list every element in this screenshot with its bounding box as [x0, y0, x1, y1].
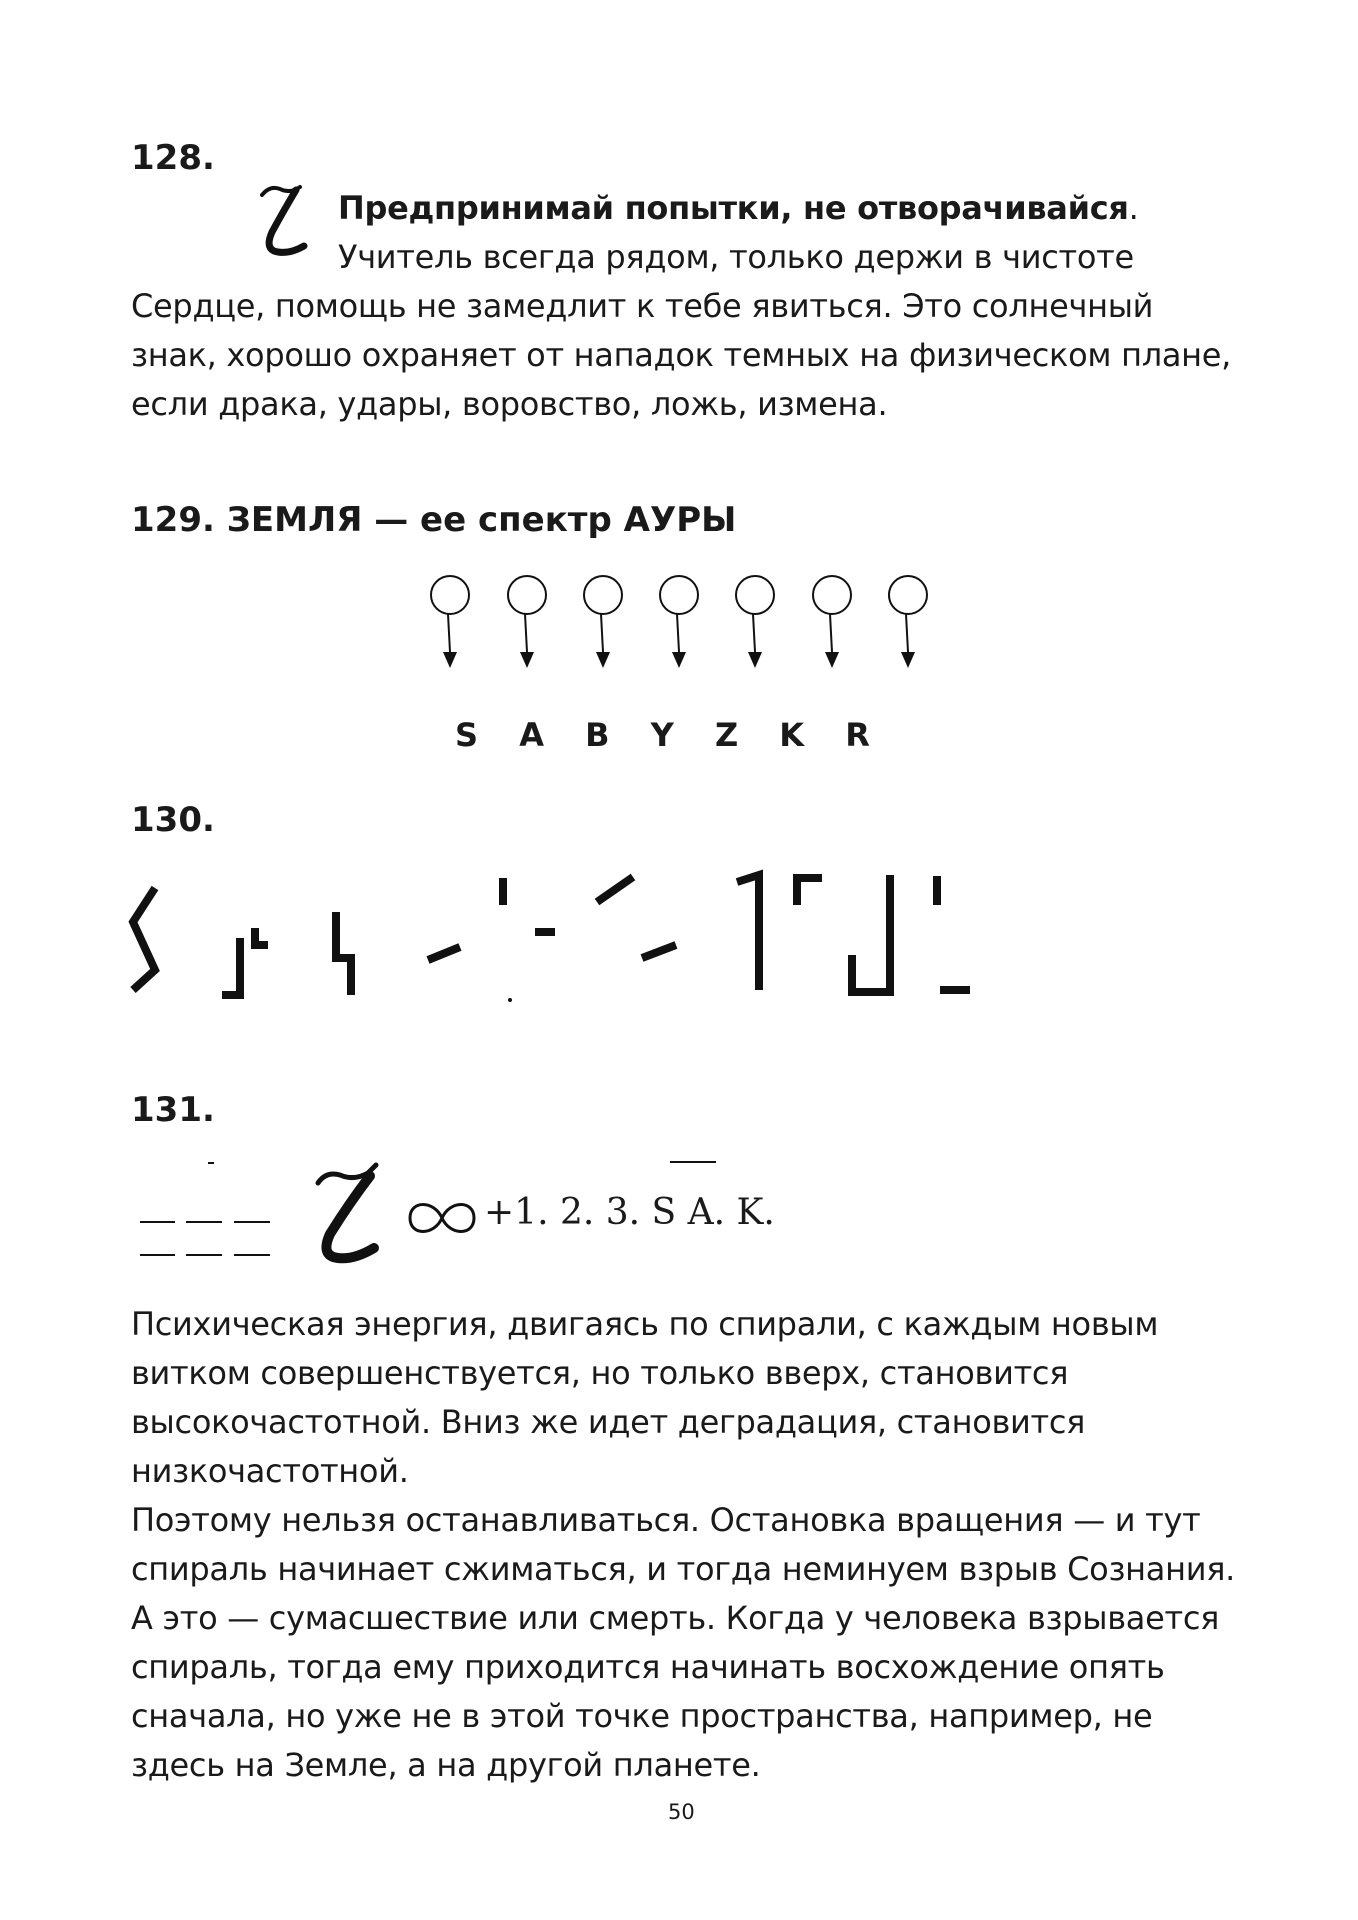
aura-circle-5 [736, 576, 774, 614]
infinity-icon [410, 1205, 474, 1232]
down-arrow-icon [901, 652, 915, 668]
section-128-line-1: Учитель всегда рядом, только держи в чистоте [338, 238, 1134, 276]
down-arrow-icon [520, 652, 534, 668]
aura-arrow-line-2 [525, 614, 527, 652]
seven-circles-with-down-arrows [431, 576, 927, 668]
down-arrow-icon [748, 652, 762, 668]
aura-arrow-line-3 [601, 614, 603, 652]
section-128-line-3: знак, хорошо охраняет от нападок темных на физическом плане, [131, 336, 1232, 374]
section-number-131: 131. [131, 1090, 215, 1130]
section-number-128: 128. [131, 138, 215, 178]
section-131-formula: +1. 2. 3. S A. K. [484, 1192, 775, 1233]
section-129-title [131, 500, 736, 540]
aura-circle-6 [813, 576, 851, 614]
row-of-angular-line-glyphs [133, 875, 970, 1002]
section-131-line-1: Психическая энергия, двигаясь по спирали, с каждым новым [131, 1305, 1159, 1343]
section-131-line-3: высокочастотной. Вниз же идет деградация, становится [131, 1403, 1086, 1441]
aura-arrow-line-1 [448, 614, 450, 652]
section-128-heading-bold: Предпринимай попытки, не отворачивайся [338, 189, 1129, 227]
down-arrow-icon [825, 652, 839, 668]
section-131-line-4: низкочастотной. [131, 1452, 409, 1490]
aura-circle-2 [508, 576, 546, 614]
aura-arrow-line-5 [753, 614, 755, 652]
down-arrow-icon [443, 652, 457, 668]
section-number-130: 130. [131, 800, 215, 840]
stylized-z-glyph [262, 187, 304, 252]
section-131-line-6: спираль начинает сжиматься, и тогда неминуем взрыв Сознания. [131, 1550, 1236, 1588]
section-131-line-7: А это — сумасшествие или смерть. Когда у человека взрывается [131, 1599, 1220, 1637]
section-131-line-8: спираль, тогда ему приходится начинать восхождение опять [131, 1648, 1165, 1686]
section-128-line-4: если драка, удары, воровство, ложь, измена. [131, 385, 888, 423]
aura-arrow-line-7 [906, 614, 908, 652]
aura-circle-3 [584, 576, 622, 614]
section-number-129: 129. [131, 500, 215, 540]
section-128-heading-tail: . [1128, 189, 1139, 227]
stylized-z-glyph-large [318, 1165, 376, 1258]
page-number: 50 [668, 1800, 695, 1824]
aura-circle-7 [889, 576, 927, 614]
aura-letters: S A B Y Z K R [455, 716, 885, 754]
aura-arrow-line-6 [830, 614, 832, 652]
down-arrow-icon [672, 652, 686, 668]
section-128-heading [338, 184, 1139, 233]
aura-circle-1 [431, 576, 469, 614]
section-131-line-10: здесь на Земле, а на другой планете. [131, 1746, 761, 1784]
aura-arrow-line-4 [677, 614, 679, 652]
down-arrow-icon [596, 652, 610, 668]
section-131-line-9: сначала, но уже не в этой точке пространства, например, не [131, 1697, 1153, 1735]
section-128-line-2: Сердце, помощь не замедлит к тебе явиться. Это солнечный [131, 287, 1154, 325]
section-131-line-2: витком совершенствуется, но только вверх, становится [131, 1354, 1069, 1392]
section-129-title-text: ЗЕМЛЯ — ее спектр АУРЫ [226, 500, 737, 540]
aura-circle-4 [660, 576, 698, 614]
section-131-line-5: Поэтому нельзя останавливаться. Остановка вращения — и тут [131, 1501, 1201, 1539]
